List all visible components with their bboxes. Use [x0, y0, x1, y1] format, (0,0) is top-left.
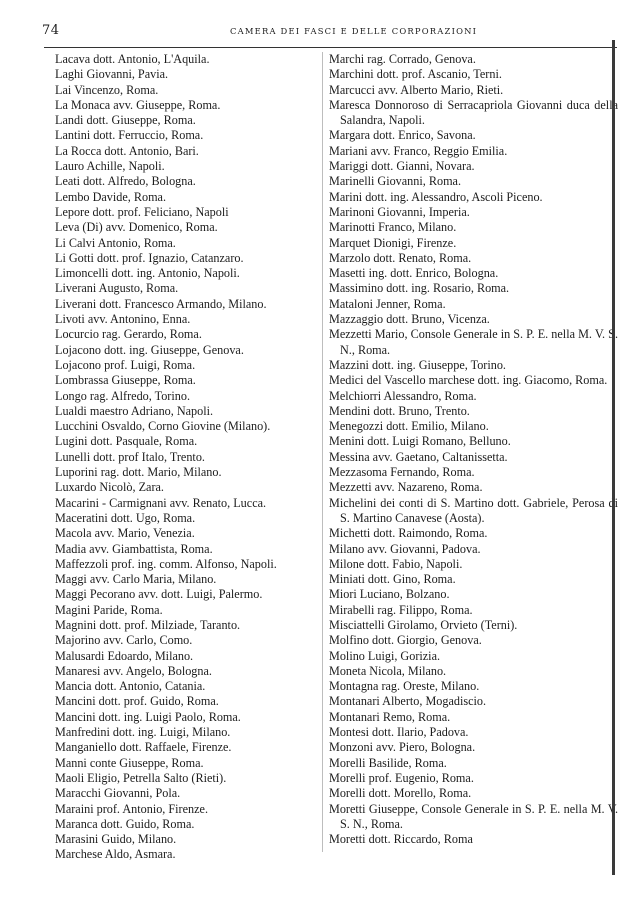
directory-entry: Misciattelli Girolamo, Orvieto (Terni).: [329, 617, 518, 632]
directory-entry: Macola avv. Mario, Venezia.: [55, 526, 195, 541]
directory-entry: Mariani avv. Franco, Reggio Emilia.: [329, 143, 508, 158]
directory-entry: Luxardo Nicolò, Zara.: [55, 480, 164, 495]
directory-entry: Montesi dott. Ilario, Padova.: [329, 725, 469, 740]
directory-entry: Menini dott. Luigi Romano, Belluno.: [329, 434, 511, 449]
directory-entry: Lojacono dott. ing. Giuseppe, Genova.: [55, 342, 244, 357]
directory-entry: Malusardi Edoardo, Milano.: [55, 648, 194, 663]
directory-entry: Milone dott. Fabio, Napoli.: [329, 556, 463, 571]
directory-entry: Marcucci avv. Alberto Mario, Rieti.: [329, 82, 504, 97]
directory-entry: Laghi Giovanni, Pavia.: [55, 67, 169, 82]
directory-entry: Liverani Augusto, Roma.: [55, 281, 179, 296]
directory-entry: Michelini dei conti di S. Martino dott. Gabriele, Perosa di S. Martino Canavese (Aosta).: [329, 495, 618, 525]
directory-entry: Milano avv. Giovanni, Padova.: [329, 541, 481, 556]
directory-entry: Mancini dott. prof. Guido, Roma.: [55, 694, 219, 709]
directory-entry: Mazzaggio dott. Bruno, Vicenza.: [329, 312, 490, 327]
directory-entry: Mirabelli rag. Filippo, Roma.: [329, 602, 473, 617]
directory-entry: Maraini prof. Antonio, Firenze.: [55, 801, 208, 816]
directory-entry: Manni conte Giuseppe, Roma.: [55, 755, 204, 770]
directory-entry: Maracchi Giovanni, Pola.: [55, 786, 181, 801]
directory-entry: Marchini dott. prof. Ascanio, Terni.: [329, 67, 502, 82]
directory-entry: Manaresi avv. Angelo, Bologna.: [55, 663, 212, 678]
directory-entry: Maffezzoli prof. ing. comm. Alfonso, Napoli.: [55, 556, 277, 571]
directory-entry: Lunelli dott. prof Italo, Trento.: [55, 449, 205, 464]
page-edge: [612, 40, 615, 875]
directory-entry: Magini Paride, Roma.: [55, 602, 163, 617]
directory-entry: Maranca dott. Guido, Roma.: [55, 816, 195, 831]
directory-entry: Locurcio rag. Gerardo, Roma.: [55, 327, 202, 342]
directory-entry: Marinelli Giovanni, Roma.: [329, 174, 462, 189]
directory-entry: Melchiorri Alessandro, Roma.: [329, 388, 477, 403]
directory-entry: Margara dott. Enrico, Savona.: [329, 128, 476, 143]
directory-entry: Longo rag. Alfredo, Torino.: [55, 388, 190, 403]
running-title: CAMERA DEI FASCI E DELLE CORPORAZIONI: [230, 26, 478, 36]
right-column: [329, 52, 618, 847]
directory-entry: Limoncelli dott. ing. Antonio, Napoli.: [55, 266, 240, 281]
directory-entry: Livoti avv. Antonino, Enna.: [55, 312, 191, 327]
directory-entry: Lembo Davide, Roma.: [55, 189, 167, 204]
directory-entry: Leva (Di) avv. Domenico, Roma.: [55, 220, 218, 235]
directory-entry: Manganiello dott. Raffaele, Firenze.: [55, 740, 232, 755]
directory-entry: Maggi Pecorano avv. dott. Luigi, Palermo.: [55, 587, 263, 602]
directory-entry: La Monaca avv. Giuseppe, Roma.: [55, 97, 221, 112]
directory-entry: Li Calvi Antonio, Roma.: [55, 235, 176, 250]
directory-entry: Montagna rag. Oreste, Milano.: [329, 679, 480, 694]
directory-entry: Montanari Remo, Roma.: [329, 709, 451, 724]
directory-entry: Marinoni Giovanni, Imperia.: [329, 204, 470, 219]
directory-entry: Marzolo dott. Renato, Roma.: [329, 250, 472, 265]
directory-entry: Marquet Dionigi, Firenze.: [329, 235, 457, 250]
directory-entry: Mendini dott. Bruno, Trento.: [329, 403, 470, 418]
directory-entry: Montanari Alberto, Mogadiscio.: [329, 694, 487, 709]
directory-entry: Mezzasoma Fernando, Roma.: [329, 465, 475, 480]
directory-entry: Messina avv. Gaetano, Caltanissetta.: [329, 449, 508, 464]
directory-entry: Mezzetti avv. Nazareno, Roma.: [329, 480, 483, 495]
left-column: [55, 52, 317, 863]
directory-entry: Mezzetti Mario, Console Generale in S. P. E. nella M. V. S. N., Roma.: [329, 327, 618, 357]
directory-entry: Madia avv. Giambattista, Roma.: [55, 541, 213, 556]
directory-entry: Maoli Eligio, Petrella Salto (Rieti).: [55, 770, 227, 785]
directory-entry: Maggi avv. Carlo Maria, Milano.: [55, 572, 217, 587]
directory-entry: Majorino avv. Carlo, Como.: [55, 633, 193, 648]
directory-entry: Medici del Vascello marchese dott. ing. Giacomo, Roma.: [329, 373, 608, 388]
directory-entry: Morelli Basilide, Roma.: [329, 755, 447, 770]
directory-entry: Lepore dott. prof. Feliciano, Napoli: [55, 204, 229, 219]
directory-entry: Michetti dott. Raimondo, Roma.: [329, 526, 488, 541]
directory-entry: Moretti dott. Riccardo, Roma: [329, 832, 473, 847]
directory-entry: Masetti ing. dott. Enrico, Bologna.: [329, 266, 499, 281]
directory-entry: Marinotti Franco, Milano.: [329, 220, 457, 235]
directory-entry: Lai Vincenzo, Roma.: [55, 82, 159, 97]
directory-entry: Lugini dott. Pasquale, Roma.: [55, 434, 198, 449]
directory-entry: Mataloni Jenner, Roma.: [329, 296, 446, 311]
directory-entry: Mancini dott. ing. Luigi Paolo, Roma.: [55, 709, 241, 724]
directory-entry: Miori Luciano, Bolzano.: [329, 587, 450, 602]
directory-entry: Molfino dott. Giorgio, Genova.: [329, 633, 482, 648]
directory-entry: Macarini - Carmignani avv. Renato, Lucca.: [55, 495, 267, 510]
directory-entry: Morelli dott. Morello, Roma.: [329, 786, 472, 801]
directory-entry: Morelli prof. Eugenio, Roma.: [329, 770, 474, 785]
directory-entry: Moretti Giuseppe, Console Generale in S. P. E. nella M. V. S. N., Roma.: [329, 801, 618, 831]
directory-entry: Molino Luigi, Gorizia.: [329, 648, 441, 663]
directory-entry: Moneta Nicola, Milano.: [329, 663, 447, 678]
directory-entry: Marasini Guido, Milano.: [55, 832, 177, 847]
directory-entry: Maresca Donnoroso di Serracapriola Giovanni duca della Salandra, Napoli.: [329, 97, 618, 128]
directory-entry: Maceratini dott. Ugo, Roma.: [55, 510, 196, 525]
directory-entry: Magnini dott. prof. Milziade, Taranto.: [55, 617, 241, 632]
directory-entry: Li Gotti dott. prof. Ignazio, Catanzaro.: [55, 250, 244, 265]
page-number: 74: [42, 23, 60, 38]
directory-entry: Mancia dott. Antonio, Catania.: [55, 679, 206, 694]
directory-entry: Lauro Achille, Napoli.: [55, 159, 165, 174]
directory-entry: Lacava dott. Antonio, L'Aquila.: [55, 52, 210, 66]
directory-entry: Lucchini Osvaldo, Corno Giovine (Milano).: [55, 419, 271, 434]
directory-entry: Marchese Aldo, Asmara.: [55, 847, 176, 862]
directory-entry: Mazzini dott. ing. Giuseppe, Torino.: [329, 357, 506, 372]
directory-entry: Menegozzi dott. Emilio, Milano.: [329, 419, 489, 434]
directory-entry: Leati dott. Alfredo, Bologna.: [55, 174, 196, 189]
directory-entry: Massimino dott. ing. Rosario, Roma.: [329, 281, 510, 296]
directory-entry: Liverani dott. Francesco Armando, Milano.: [55, 296, 267, 311]
directory-entry: Marini dott. ing. Alessandro, Ascoli Piceno.: [329, 189, 543, 204]
directory-entry: La Rocca dott. Antonio, Bari.: [55, 143, 199, 158]
directory-entry: Lombrassa Giuseppe, Roma.: [55, 373, 196, 388]
directory-entry: Marchi rag. Corrado, Genova.: [329, 52, 476, 66]
directory-entry: Miniati dott. Gino, Roma.: [329, 572, 456, 587]
directory-entry: Mariggi dott. Gianni, Novara.: [329, 159, 475, 174]
header-rule: [44, 47, 617, 48]
directory-entry: Landi dott. Giuseppe, Roma.: [55, 113, 196, 128]
directory-entry: Lantini dott. Ferruccio, Roma.: [55, 128, 204, 143]
directory-entry: Lojacono prof. Luigi, Roma.: [55, 357, 196, 372]
directory-entry: Lualdi maestro Adriano, Napoli.: [55, 403, 214, 418]
directory-entry: Luporini rag. dott. Mario, Milano.: [55, 465, 222, 480]
directory-entry: Monzoni avv. Piero, Bologna.: [329, 740, 476, 755]
column-gutter: [322, 52, 323, 852]
directory-entry: Manfredini dott. ing. Luigi, Milano.: [55, 725, 231, 740]
